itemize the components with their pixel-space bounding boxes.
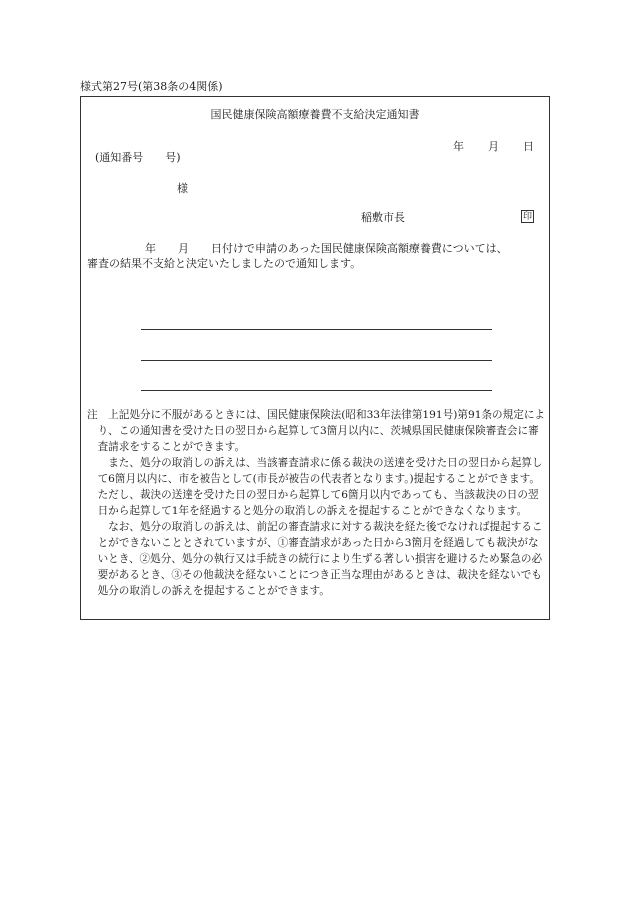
note-paragraph-3: なお、処分の取消しの訴えは、前記の審査請求に対する裁決を経た後でなければ提起することができないこととされていますが、①審査請求があった日から3箇月を経過しても裁決がないとき、②処分、処分の執行又は手続きの続行により生ずる著しい損害を避けるため緊急の必要があるとき、③その他裁決を経ないことにつき正当な理由があるときは、裁決を経ないでも処分の取消しの訴えを提起することができます。 (97, 521, 543, 597)
notice-body-line-1: 年 月 日付けで申請のあった国民健康保険高額療養費については、 (145, 242, 508, 255)
notice-body (87, 241, 545, 271)
issuer-name: 稲敷市長 (361, 211, 405, 224)
blank-line-3 (141, 390, 492, 391)
notice-body-line-2: 審査の結果不支給と決定いたしましたので通知します。 (87, 257, 362, 270)
notice-number: (通知番号 号) (95, 151, 181, 164)
seal-mark: 印 (522, 212, 532, 222)
date-month-unit: 月 (488, 140, 499, 153)
blank-line-2 (141, 360, 492, 361)
appeal-note (87, 407, 545, 599)
form-number: 様式第27号(第38条の4関係) (80, 80, 223, 93)
note-paragraph-1: 注 上記処分に不服があるときには、国民健康保険法(昭和33年法律第191号)第91条の規定により、この通知書を受けた日の翌日から起算して3箇月以内に、茨城県国民健康保険審査会に審査請求をすることができます。 (87, 409, 546, 453)
note-paragraph-2: また、処分の取消しの訴えは、当該審査請求に係る裁決の送達を受けた日の翌日から起算して6箇月以内に、市を被告として(市長が被告の代表者となります。)提起することができます。ただし、裁決の送達を受けた日の翌日から起算して6箇月以内であっても、当該裁決の日の翌日から起算して1年を経過すると処分の取消しの訴えを提起することができなくなります。 (97, 457, 543, 517)
issue-date (453, 141, 534, 152)
date-year-unit: 年 (453, 140, 464, 153)
document-title: 国民健康保険高額療養費不支給決定通知書 (210, 108, 420, 121)
date-day-unit: 日 (523, 140, 534, 153)
blank-line-1 (141, 329, 492, 330)
addressee-honorific: 様 (177, 182, 188, 195)
notice-document (80, 96, 550, 620)
